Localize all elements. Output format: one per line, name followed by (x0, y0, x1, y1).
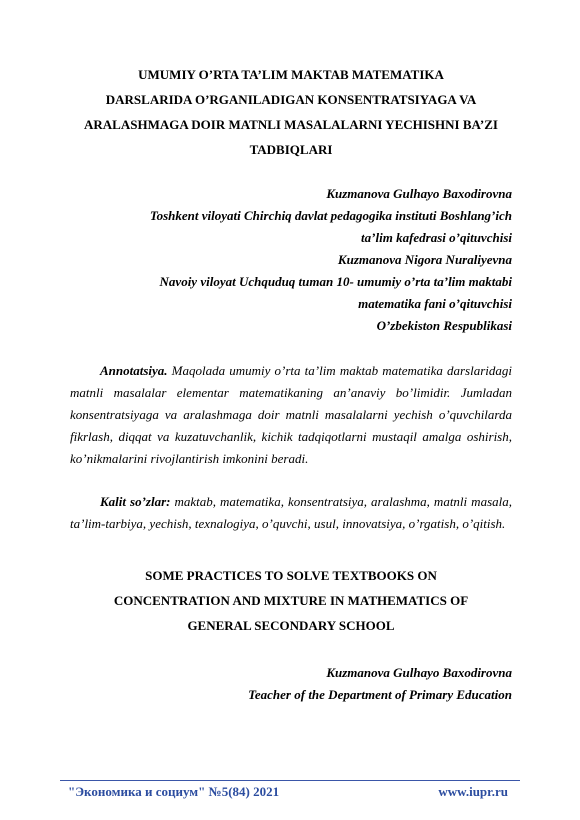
keywords-paragraph (70, 491, 512, 535)
author-line: O’zbekiston Respublikasi (376, 318, 512, 333)
author-line: Kuzmanova Gulhayo Baxodirovna (326, 186, 512, 201)
page-footer (68, 784, 508, 800)
title-en-line: SOME PRACTICES TO SOLVE TEXTBOOKS ON (145, 568, 437, 583)
authors-uz (70, 183, 512, 337)
keywords-label: Kalit so’zlar: (100, 494, 171, 509)
author-line: Navoiy viloyat Uchquduq tuman 10- umumiy o’rta ta’lim maktabi (159, 274, 512, 289)
author-en-line: Teacher of the Department of Primary Education (248, 687, 512, 702)
journal-name: "Экономика и социум" №5(84) 2021 (68, 784, 280, 799)
authors-en (70, 662, 512, 706)
author-line: Kuzmanova Nigora Nuraliyevna (337, 252, 512, 267)
title-en-line: GENERAL SECONDARY SCHOOL (187, 618, 395, 633)
annotation-text: Maqolada umumiy o’rta ta’lim maktab matematika darslaridagi matnli masalalar elementar matematikaning an’anaviy bo’limidir. Jumladan konsentratsiyaga va aralashmaga doir matnli masalalarni yechish o’quvchilarda fikrlash, diqqat va kuzatuvchanlik, kichik tadqiqotlarni mustaqil amalga oshirish, ko’nikmalarini rivojlantirish imkonini beradi. (70, 363, 512, 466)
title-en-line: CONCENTRATION AND MIXTURE IN MATHEMATICS OF (113, 593, 469, 608)
author-line: Toshkent viloyati Chirchiq davlat pedagogika instituti Boshlang’ich (149, 208, 512, 223)
title-en (70, 563, 512, 638)
annotation-paragraph (70, 360, 512, 470)
article-page (70, 0, 512, 706)
title-uz-line: ARALASHMAGA DOIR MATNLI MASALALARNI YECHISHNI BA’ZI (84, 117, 498, 132)
journal-website: www.iupr.ru (438, 784, 508, 799)
annotation-label: Annotatsiya. (100, 363, 168, 378)
keywords-text: maktab, matematika, konsentratsiya, aralashma, matnli masala, ta’lim-tarbiya, yechish, texnalogiya, o’quvchi, usul, innovatsiya, o’rgatish, o’qitish. (70, 494, 512, 531)
author-line: ta’lim kafedrasi o’qituvchisi (361, 230, 512, 245)
title-uz-line: TADBIQLARI (249, 142, 333, 157)
title-uz (70, 62, 512, 162)
author-line: matematika fani o’qituvchisi (358, 296, 512, 311)
author-en-line: Kuzmanova Gulhayo Baxodirovna (326, 665, 512, 680)
title-uz-line: UMUMIY O’RTA TA’LIM MAKTAB MATEMATIKA (138, 67, 444, 82)
title-uz-line: DARSLARIDA O’RGANILADIGAN KONSENTRATSIYAGA VA (105, 92, 477, 107)
footer-divider (60, 780, 520, 781)
